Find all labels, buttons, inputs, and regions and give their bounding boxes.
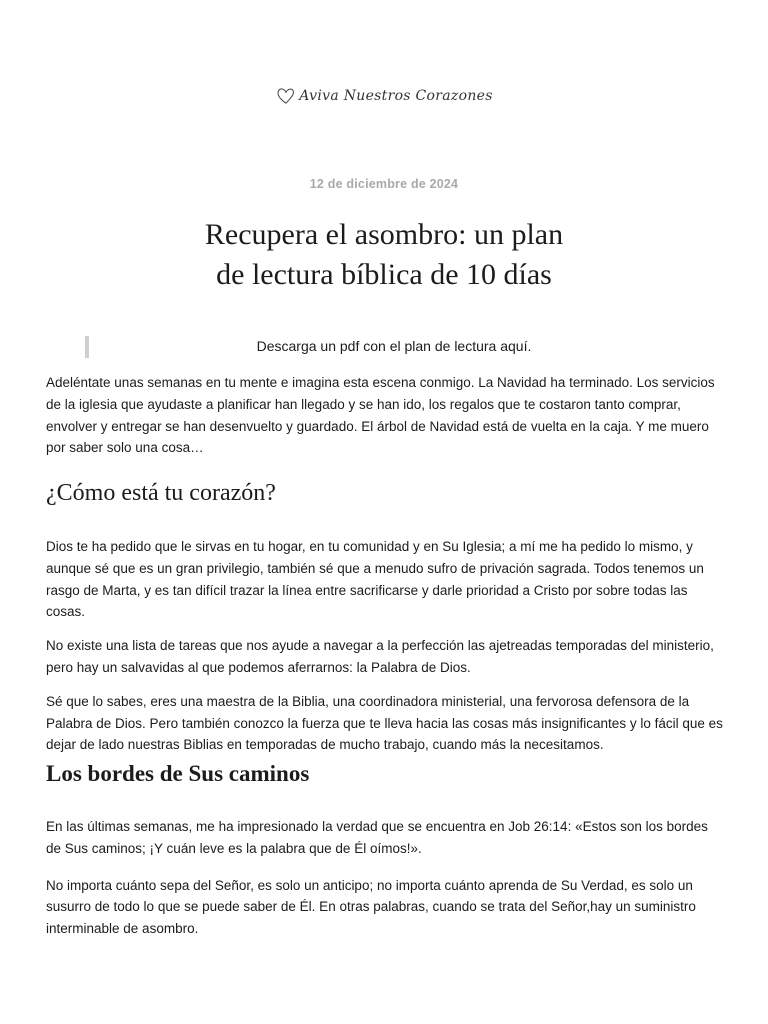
site-logo[interactable]: [0, 76, 768, 116]
intro-text: Adeléntate unas semanas en tu mente e imagina esta escena conmigo. La Navidad ha terminado. Los servicios de la iglesia que ayudaste a planificar han llegado y se han ido, los regalos que te costaron tanto comprar, envolver y entregar se han desenvuelto y guardado. El árbol de Navidad está de vuelta en la caja. Y me muero por saber solo una cosa…: [46, 375, 715, 456]
paragraph: No importa cuánto sepa del Señor, es solo un anticipo; no importa cuánto aprenda de Su Verdad, es solo un susurro de todo lo que se puede saber de Él. En otras palabras, cuando se trata del Señor,hay un suministro interminable de asombro.: [46, 877, 696, 937]
paragraph: Dios te ha pedido que le sirvas en tu hogar, en tu comunidad y en Su Iglesia; a mí me ha pedido lo mismo, y aunque sé que es un gran privilegio, también sé que a menudo sufro de privación sagrada. Todos tenemos un rasgo de Marta, y es tan difícil trazar la línea entre sacrificarse y darle prioridad a Cristo por sobre todas las cosas.: [46, 539, 704, 620]
section-heading-bordes: Los bordes de Sus caminos: [46, 761, 310, 786]
post-title: [0, 215, 768, 295]
section2-body: [46, 816, 726, 940]
paragraph: Sé que lo sabes, eres una maestra de la Biblia, una coordinadora ministerial, una fervorosa defensora de la Palabra de Dios. Pero también conozco la fuerza que te lleva hacia las cosas más insignificantes y lo fácil que es dejar de lado nuestras Biblias en temporadas de mucho trabajo, cuando más la necesitamos.: [46, 693, 723, 753]
post-title-line1: Recupera el asombro: un plan: [204, 218, 564, 251]
paragraph: No existe una lista de tareas que nos ayude a navegar a la perfección las ajetreadas temporadas del ministerio, pero hay un salvavidas al que podemos aferrarnos: la Palabra de Dios.: [46, 638, 714, 675]
post-date: 12 de diciembre de 2024: [309, 177, 459, 191]
section-heading-corazon: ¿Cómo está tu corazón?: [46, 480, 276, 506]
intro-paragraph: [46, 372, 726, 459]
logo-text: Aviva Nuestros Corazones: [299, 88, 493, 104]
download-link[interactable]: Descarga un pdf con el plan de lectura aquí.: [256, 338, 532, 354]
post-title-line2: de lectura bíblica de 10 días: [216, 258, 552, 291]
paragraph: En las últimas semanas, me ha impresionado la verdad que se encuentra en Job 26:14: «Estos son los bordes de Sus caminos; ¡Y cuán leve es la palabra que de Él oímos!».: [46, 819, 708, 856]
section1-body: [46, 536, 726, 756]
heart-icon: [275, 85, 297, 107]
